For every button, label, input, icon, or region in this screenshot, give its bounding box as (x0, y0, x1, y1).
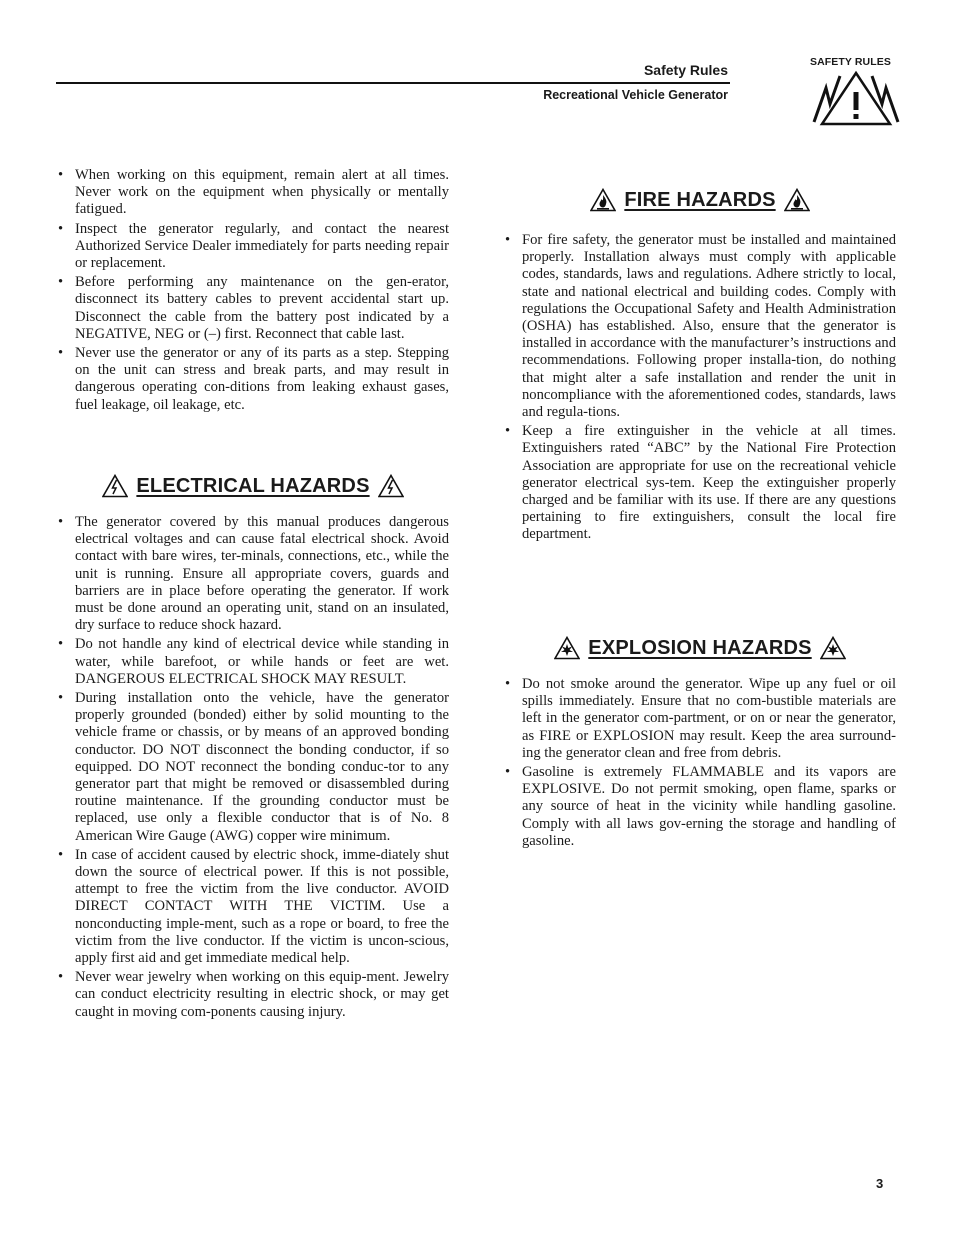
list-item: • In case of accident caused by electric shock, imme-diately shut down the source of electrical power. If this is not possible, attempt to free the victim from the live conductor. AVOID DIRECT CONTACT WITH THE VICTIM. Use a nonconducting imple-ment, such as a rope or board, to free the victim from the live conductor. If the victim is uncon-scious, apply first aid and get immediate medical help. (57, 847, 449, 967)
explosion-hazards-heading (504, 636, 896, 660)
lightning-warning-icon (812, 70, 900, 126)
electrical-hazards-section (57, 514, 449, 1023)
list-item: • During installation onto the vehicle, have the generator properly grounded (bonded) either by solid mounting to the vehicle frame or chassis, or by means of an approved bonding conductor. DO NOT disconnect the bonding conductor, if so equipped. DO NOT reconnect the bonding conduc-tor to any generator part that might be removed or disassembled during routine maintenance. If the grounding conductor must be replaced, use only a flexible conductor that is of No. 8 American Wire Gauge (AWG) copper wire minimum. (57, 690, 449, 845)
intro-list (57, 167, 449, 414)
header-title: Safety Rules (643, 62, 728, 78)
list-item: • Never use the generator or any of its parts as a step. Stepping on the unit can stress and break parts, and may result in dangerous operating con-ditions from leaking exhaust gases, fuel leakage, oil leakage, etc. (57, 345, 449, 414)
electrical-hazards-heading (57, 474, 449, 498)
explosion-warning-icon (820, 636, 846, 660)
explosion-list (504, 676, 896, 850)
electrical-warning-icon (378, 474, 404, 498)
list-item: • Keep a fire extinguisher in the vehicle at all times. Extinguishers rated “ABC” by the National Fire Protection Association are appropriate for use on the recreational vehicle generator electrical sys-tem. Keep the extinguisher properly charged and be familiar with its use. If there are any questions pertaining to fire extinguishers, consult the local fire department. (504, 423, 896, 543)
fire-hazards-section (504, 232, 896, 546)
fire-hazards-heading (504, 188, 896, 212)
explosion-warning-icon (554, 636, 580, 660)
page-number: 3 (876, 1176, 884, 1191)
list-item: • Before performing any maintenance on the gen-erator, disconnect its battery cables to prevent accidental start up. Disconnect the cable from the battery post indicated by a NEGATIVE, NEG or (–) first. Reconnect that cable last. (57, 274, 449, 343)
fire-list (504, 232, 896, 544)
section-title: EXPLOSION HAZARDS (588, 636, 812, 659)
left-column (57, 167, 449, 416)
section-title: ELECTRICAL HAZARDS (136, 474, 370, 497)
list-item: • Inspect the generator regularly, and contact the nearest Authorized Service Dealer immediately for parts needing repair or replacement. (57, 221, 449, 273)
safety-rules-badge (810, 56, 902, 128)
header-subtitle: Recreational Vehicle Generator (543, 88, 728, 102)
badge-label: SAFETY RULES (810, 56, 891, 68)
list-item: • For fire safety, the generator must be installed and maintained properly. Installation always must comply with applicable codes, standards, laws and regulations. Adhere strictly to local, state and national electrical and building codes. Comply with regulations the Occupational Safety and Health Administration (OSHA) has established. Also, ensure that the generator is installed in accordance with the manufacturer’s instructions and recommendations. Following proper installa-tion, do nothing that might alter a safe installation and render the unit in noncompliance with the aforementioned codes, standards, laws and regula-tions. (504, 232, 896, 421)
list-item: • Do not handle any kind of electrical device while standing in water, while barefoot, or while hands or feet are wet. DANGEROUS ELECTRICAL SHOCK MAY RESULT. (57, 636, 449, 688)
header-rule (56, 82, 730, 84)
fire-warning-icon (784, 188, 810, 212)
electrical-list (57, 514, 449, 1021)
list-item: • The generator covered by this manual produces dangerous electrical voltages and can cause fatal electrical shock. Avoid contact with bare wires, ter-minals, connections, etc., while the unit is running. Ensure all appropriate covers, guards and barriers are in place before operating the generator. If work must be done around an operating unit, stand on an insulated, dry surface to reduce shock hazard. (57, 514, 449, 634)
electrical-warning-icon (102, 474, 128, 498)
list-item: • Gasoline is extremely FLAMMABLE and its vapors are EXPLOSIVE. Do not permit smoking, open flame, sparks or any source of heat in the vicinity while handling gasoline. Comply with all laws gov-erning the storage and handling of gasoline. (504, 764, 896, 850)
list-item: • Do not smoke around the generator. Wipe up any fuel or oil spills immediately. Ensure that no com-bustible materials are left in the generator com-partment, or on or near the generator, as FIRE or EXPLOSION may result. Keep the area surround-ing the generator clean and free from debris. (504, 676, 896, 762)
list-item: • When working on this equipment, remain alert at all times. Never work on the equipment when physically or mentally fatigued. (57, 167, 449, 219)
fire-warning-icon (590, 188, 616, 212)
explosion-hazards-section (504, 676, 896, 852)
section-title: FIRE HAZARDS (624, 188, 776, 211)
list-item: • Never wear jewelry when working on this equip-ment. Jewelry can conduct electricity resulting in electric shock, or may get caught in moving com-ponents causing injury. (57, 969, 449, 1021)
